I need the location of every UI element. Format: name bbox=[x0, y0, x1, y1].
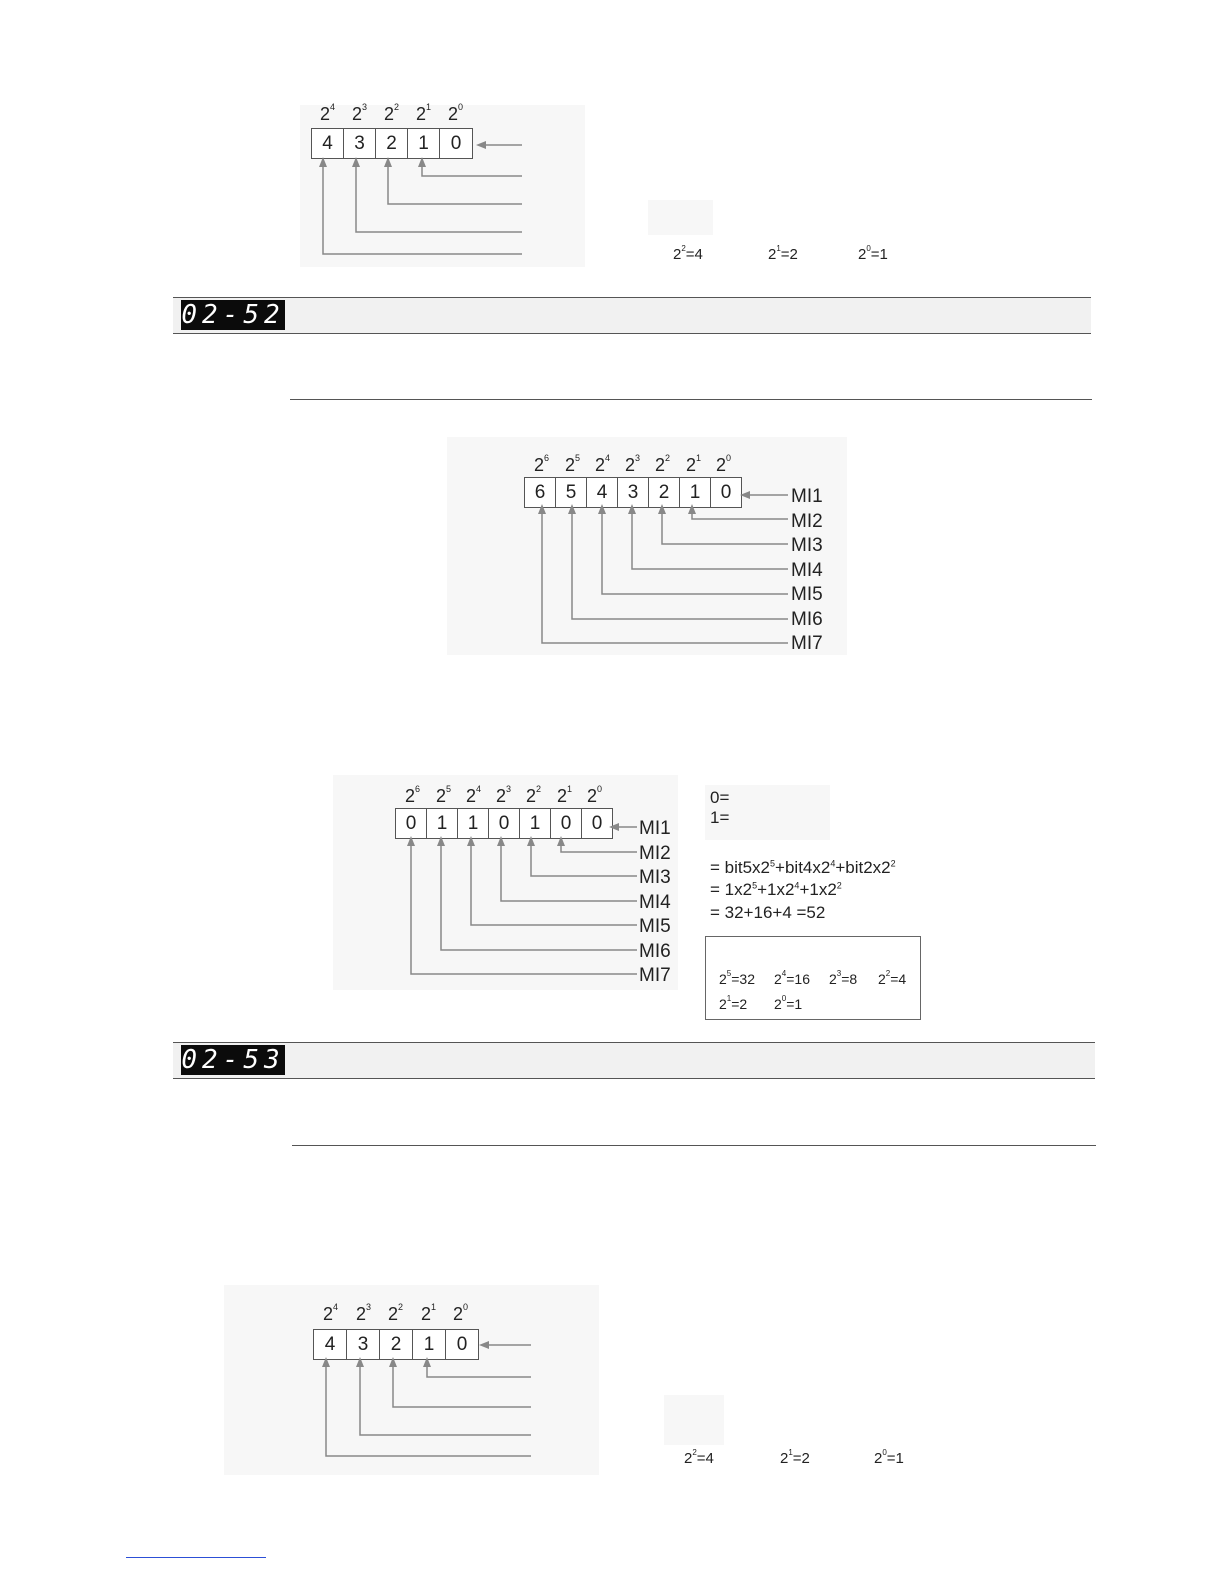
bit-cell: 0 bbox=[450, 132, 462, 154]
mi-label: MI6 bbox=[639, 941, 671, 962]
bit-cell: 0 bbox=[591, 812, 603, 834]
power-label: $2^1$ bbox=[686, 453, 702, 475]
footer-link-underline[interactable] bbox=[126, 1557, 266, 1558]
power-label: $2^4$ bbox=[323, 1302, 339, 1324]
power-label: $2^3$ bbox=[496, 784, 512, 806]
power-value: $2^2=4$ bbox=[878, 969, 907, 987]
bit-cell: 2 bbox=[380, 1330, 413, 1359]
power-label: $2^0$ bbox=[716, 453, 732, 475]
formula-line-1: = $bit5x2^5+bit4x2^4+bit2x2^2$ bbox=[710, 858, 896, 877]
mi-label: MI3 bbox=[639, 867, 671, 888]
bit-cell: 1 bbox=[520, 809, 551, 838]
mi-label: MI5 bbox=[639, 916, 671, 937]
power-label: $2^0$ bbox=[453, 1302, 469, 1324]
power-label: $2^2$ bbox=[655, 453, 671, 475]
bit-cell: 2 bbox=[649, 478, 680, 507]
parameter-code: 02-52 bbox=[181, 300, 285, 330]
power-label: $2^3$ bbox=[356, 1302, 372, 1324]
bit-arrows bbox=[520, 485, 790, 650]
power-value: $2^1=2$ bbox=[719, 994, 748, 1012]
power-value: $2^5=32$ bbox=[719, 969, 755, 987]
power-label: $2^2$ bbox=[384, 102, 400, 124]
bit-cell: 1 bbox=[413, 1330, 446, 1359]
bit-cell: 5 bbox=[556, 478, 587, 507]
mi-label: MI1 bbox=[791, 486, 823, 507]
legend-2-zero: $2^0=1$ bbox=[874, 1448, 904, 1467]
power-label: $2^3$ bbox=[625, 453, 641, 475]
legend-2-one: $2^1=2$ bbox=[780, 1448, 810, 1467]
bit-cell: 1 bbox=[458, 809, 489, 838]
mi-label: MI2 bbox=[791, 511, 823, 532]
parameter-code: 02-53 bbox=[181, 1045, 285, 1075]
bit-cell: 0 bbox=[456, 1333, 468, 1355]
bit-arrows bbox=[303, 1340, 538, 1465]
bit-cell: 3 bbox=[344, 129, 376, 158]
power-value: $2^0=1$ bbox=[774, 994, 803, 1012]
power-value: $2^3=8$ bbox=[829, 969, 858, 987]
power-label: $2^2$ bbox=[388, 1302, 404, 1324]
power-label: $2^0$ bbox=[448, 102, 464, 124]
divider bbox=[290, 399, 1092, 400]
bit-cell: 0 bbox=[551, 809, 582, 838]
legend-2-one: $2^1=2$ bbox=[768, 244, 798, 263]
power-label: $2^6$ bbox=[534, 453, 550, 475]
legend-2-zero: $2^0=1$ bbox=[858, 244, 888, 263]
mi-label: MI7 bbox=[791, 633, 823, 654]
mi-label: MI7 bbox=[639, 965, 671, 986]
power-label: $2^4$ bbox=[595, 453, 611, 475]
power-label: $2^1$ bbox=[421, 1302, 437, 1324]
bit-cell: 4 bbox=[587, 478, 618, 507]
bit-cell: 2 bbox=[376, 129, 408, 158]
power-label: $2^6$ bbox=[405, 784, 421, 806]
mi-label: MI4 bbox=[639, 892, 671, 913]
mi-label: MI3 bbox=[791, 535, 823, 556]
legend-2-squared: $2^2=4$ bbox=[684, 1448, 714, 1467]
power-label: $2^4$ bbox=[466, 784, 482, 806]
bit-cell: 4 bbox=[314, 1330, 347, 1359]
one-definition: 1= bbox=[710, 808, 730, 827]
power-label: $2^3$ bbox=[352, 102, 368, 124]
power-value: $2^4=16$ bbox=[774, 969, 810, 987]
bit-cell: 1 bbox=[680, 478, 711, 507]
mi-label: MI5 bbox=[791, 584, 823, 605]
bit-cell: 0 bbox=[489, 809, 520, 838]
legend-2-squared: $2^2=4$ bbox=[673, 244, 703, 263]
bit-cell: 3 bbox=[618, 478, 649, 507]
power-label: $2^2$ bbox=[526, 784, 542, 806]
mi-label: MI6 bbox=[791, 609, 823, 630]
bit-cell: 3 bbox=[347, 1330, 380, 1359]
mi-label: MI4 bbox=[791, 560, 823, 581]
power-label: $2^4$ bbox=[320, 102, 336, 124]
bit-cell: 0 bbox=[396, 809, 427, 838]
bit-cell: 6 bbox=[525, 478, 556, 507]
power-label: $2^5$ bbox=[436, 784, 452, 806]
formula-line-3: = 32+16+4 =52 bbox=[710, 903, 826, 922]
bit-arrows bbox=[300, 140, 540, 270]
bit-cell: 4 bbox=[312, 129, 344, 158]
formula-line-2: = $1x2^5+1x2^4+1x2^2$ bbox=[710, 880, 842, 899]
zero-definition: 0= bbox=[710, 788, 730, 807]
bit-arrows bbox=[391, 815, 641, 980]
bit-cell: 0 bbox=[720, 481, 732, 503]
parameter-header-02-52 bbox=[173, 297, 1091, 334]
bit-cell: 1 bbox=[408, 129, 440, 158]
power-label: $2^5$ bbox=[565, 453, 581, 475]
mi-label: MI2 bbox=[639, 843, 671, 864]
mi-label: MI1 bbox=[639, 818, 671, 839]
power-label: $2^0$ bbox=[587, 784, 603, 806]
bit-cell: 1 bbox=[427, 809, 458, 838]
power-label: $2^1$ bbox=[557, 784, 573, 806]
divider bbox=[292, 1145, 1096, 1146]
power-label: $2^1$ bbox=[416, 102, 432, 124]
parameter-header-02-53 bbox=[173, 1042, 1095, 1079]
